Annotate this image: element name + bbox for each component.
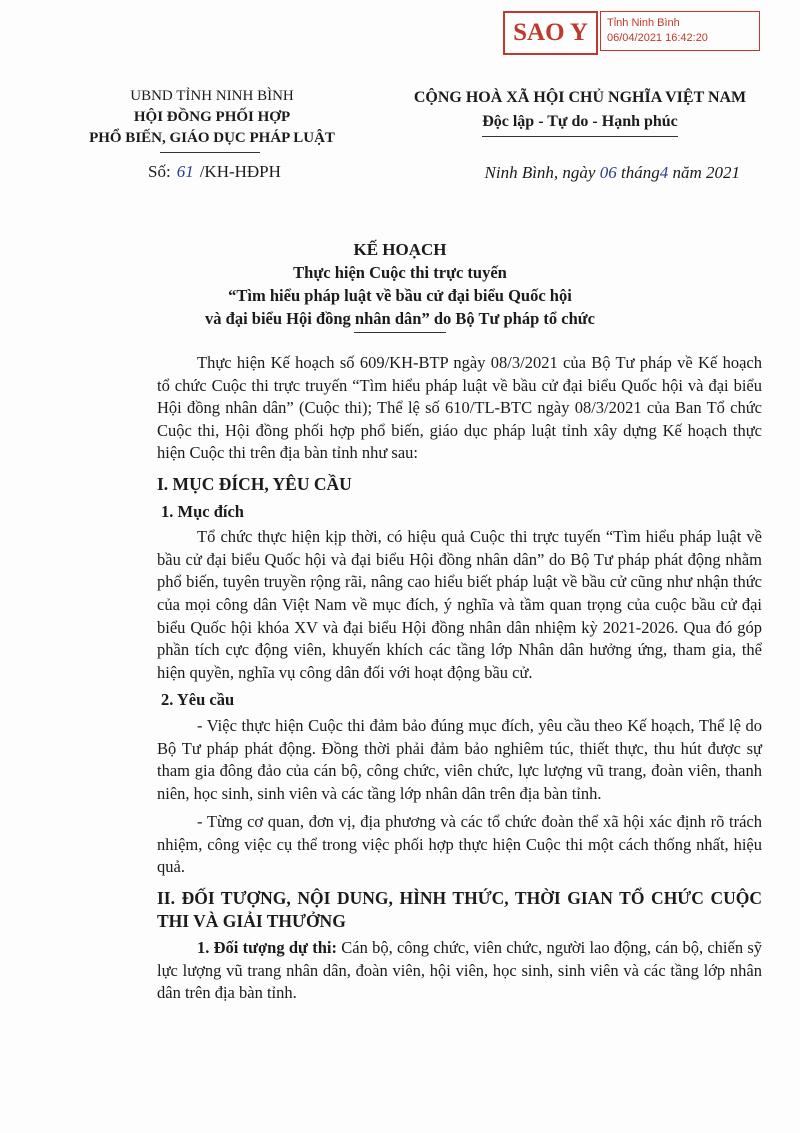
- document-body: [157, 352, 762, 1005]
- title-line-3: “Tìm hiểu pháp luật về bầu cử đại biểu Quốc hội: [228, 286, 572, 305]
- agency-underline: [160, 152, 260, 153]
- section-1-1-heading: 1. Mục đích: [161, 501, 244, 521]
- copy-stamp: [503, 11, 598, 55]
- national-title: CỘNG HOÀ XÃ HỘI CHỦ NGHĨA VIỆT NAM: [413, 89, 747, 106]
- date-day: 06: [599, 163, 617, 182]
- doc-number-suffix: /KH-HĐPH: [199, 162, 281, 181]
- agency-name: HỘI ĐỒNG PHỐI HỢP: [133, 109, 291, 125]
- signature-stamp: [600, 11, 760, 51]
- document-number: [148, 162, 281, 182]
- motto-underline: [482, 136, 678, 137]
- date-pre: Ninh Bình, ngày: [484, 163, 596, 182]
- date-post: năm 2021: [672, 163, 740, 182]
- section-2-heading: II. ĐỐI TƯỢNG, NỘI DUNG, HÌNH THỨC, THỜI GIAN TỔ CHỨC CUỘC THI VÀ GIẢI THƯỞNG: [157, 888, 762, 931]
- copy-stamp-label: SAO Y: [513, 19, 588, 46]
- section-2-1-paragraph: [157, 937, 762, 1005]
- title-underline: [354, 332, 446, 333]
- date-mid: tháng: [620, 163, 660, 182]
- title-line-2: Thực hiện Cuộc thi trực tuyến: [293, 263, 507, 282]
- date-line: [440, 163, 740, 183]
- intro-paragraph: Thực hiện Kế hoạch số 609/KH-BTP ngày 08/3/2021 của Bộ Tư pháp về Kế hoạch tổ chức Cuộc thi trực truyến “Tìm hiểu pháp luật về bầu cử đại biểu Quốc hội và đại biểu Hội đồng nhân dân” (Cuộc thi); Thể lệ số 610/TL-BTC ngày 08/3/2021 của Ban Tổ chức Cuộc thi, Hội đồng phối hợp phổ biến, giáo dục pháp luật tỉnh xây dựng Kế hoạch thực hiện Cuộc thi trên địa bàn tỉnh như sau:: [157, 353, 762, 463]
- doc-number-prefix: Số:: [148, 162, 171, 181]
- section-2-1-label: 1. Đối tượng dự thi:: [197, 938, 337, 958]
- national-motto: Độc lập - Tự do - Hạnh phúc: [482, 113, 678, 130]
- document-title: [140, 238, 660, 330]
- stamp-issuer: Tỉnh Ninh Bình: [607, 17, 680, 29]
- title-main: KẾ HOẠCH: [353, 240, 447, 259]
- section-1-2-paragraph-1: - Việc thực hiện Cuộc thi đảm bảo đúng mục đích, yêu cầu theo Kế hoạch, Thể lệ do Bộ Tư pháp phát động. Đồng thời phải đảm bảo nghiêm túc, thiết thực, thu hút được sự tham gia đông đảo của cán bộ, công chức, viên chức, lực lượng vũ trang, đoàn viên, thanh niên, học sinh, sinh viên và các tầng lớp nhân dân trên địa bàn tỉnh.: [157, 715, 762, 803]
- issuing-agency-header: [82, 86, 342, 149]
- date-month: 4: [659, 163, 669, 182]
- section-2-1-text: Cán bộ, công chức, viên chức, người lao động, cán bộ, chiến sỹ lực lượng vũ trang nhân dân, đoàn viên, hội viên, học sinh, sinh viên và các tầng lớp nhân dân trên địa bàn tỉnh.: [157, 938, 762, 1003]
- national-header: [380, 86, 780, 134]
- title-line-4: và đại biểu Hội đồng nhân dân” do Bộ Tư pháp tổ chức: [205, 309, 595, 328]
- stamp-timestamp: 06/04/2021 16:42:20: [607, 32, 708, 44]
- section-1-2-paragraph-2: - Từng cơ quan, đơn vị, địa phương và các tổ chức đoàn thể xã hội xác định rõ trách nhiệm, công việc cụ thể trong việc phối hợp thực hiện Cuộc thi một cách thống nhất, hiệu quả.: [157, 812, 762, 877]
- agency-name-2: PHỔ BIẾN, GIÁO DỤC PHÁP LUẬT: [89, 130, 335, 146]
- doc-number-value: 61: [176, 162, 194, 181]
- section-1-heading: I. MỤC ĐÍCH, YÊU CẦU: [157, 473, 352, 494]
- section-1-1-paragraph: Tổ chức thực hiện kịp thời, có hiệu quả Cuộc thi trực tuyến “Tìm hiểu pháp luật về bầu cử đại biểu Quốc hội và đại biểu Hội đồng nhân dân” do Bộ Tư pháp phát động nhằm phổ biến, tuyên truyền rộng rãi, nâng cao hiểu biết pháp luật về bầu cử cũng như nhận thức của mọi công dân Việt Nam về mục đích, ý nghĩa và tầm quan trọng của cuộc bầu cử đại biểu Quốc hội khóa XV và đại biểu Hội đồng nhân dân nhiệm kỳ 2021-2026. Qua đó góp phần tích cực động viên, khuyến khích các tầng lớp Nhân dân hưởng ứng, tham gia, thể hiện quyền, nghĩa vụ công dân đối với hoạt động bầu cử.: [157, 527, 762, 682]
- section-1-2-heading: 2. Yêu cầu: [161, 690, 235, 710]
- agency-parent: UBND TỈNH NINH BÌNH: [130, 88, 294, 104]
